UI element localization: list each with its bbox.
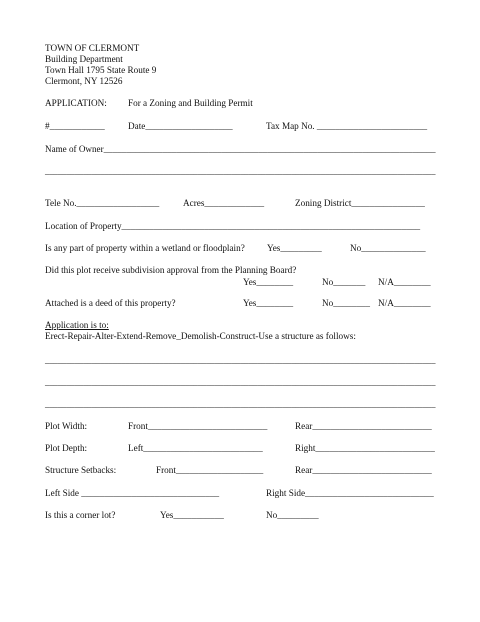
- wetland-question: Is any part of property within a wetland or floodplain?: [45, 243, 245, 253]
- wetland-yes-field[interactable]: Yes_________: [267, 243, 322, 253]
- owner-name-field[interactable]: Name of Owner_________________________________________________________________________: [45, 144, 436, 154]
- subdivision-no-field[interactable]: No_______: [322, 277, 366, 287]
- left-side-field[interactable]: Left Side ______________________________: [45, 488, 220, 498]
- application-label: APPLICATION:: [45, 98, 107, 108]
- setback-rear-field[interactable]: Rear__________________________: [295, 465, 432, 475]
- corner-lot-no-field[interactable]: No_________: [266, 510, 319, 520]
- description-line-3[interactable]: ____________________________________________________________________________________________: [45, 399, 436, 409]
- town-name: TOWN OF CLERMONT: [45, 43, 140, 53]
- plot-depth-label: Plot Depth:: [45, 443, 88, 453]
- deed-yes-field[interactable]: Yes________: [243, 298, 294, 308]
- plot-depth-left-field[interactable]: Left__________________________: [128, 443, 263, 453]
- right-side-field[interactable]: Right Side____________________________: [266, 488, 434, 498]
- application-title: For a Zoning and Building Permit: [128, 98, 253, 108]
- number-field[interactable]: #____________: [45, 121, 105, 131]
- structure-setbacks-label: Structure Setbacks:: [45, 465, 117, 475]
- date-field[interactable]: Date___________________: [128, 121, 233, 131]
- location-field[interactable]: Location of Property_________________________________________________________________: [45, 221, 421, 231]
- subdivision-yes-field[interactable]: Yes________: [243, 277, 294, 287]
- plot-width-front-field[interactable]: Front__________________________: [128, 421, 268, 431]
- corner-lot-yes-field[interactable]: Yes___________: [160, 510, 224, 520]
- owner-name-line-2[interactable]: ____________________________________________________________________________________________: [45, 166, 436, 176]
- application-options: Erect-Repair-Alter-Extend-Remove_Demolish-Construct-Use a structure as follows:: [45, 331, 356, 341]
- tax-map-field[interactable]: Tax Map No. ________________________: [266, 121, 428, 131]
- plot-width-label: Plot Width:: [45, 421, 88, 431]
- telephone-field[interactable]: Tele No.__________________: [45, 198, 160, 208]
- subdivision-question: Did this plot receive subdivision approval from the Planning Board?: [45, 265, 297, 275]
- address-line-2: Clermont, NY 12526: [45, 76, 123, 86]
- application-is-to-heading: Application is to:: [45, 320, 109, 330]
- wetland-no-field[interactable]: No______________: [350, 243, 426, 253]
- plot-depth-right-field[interactable]: Right__________________________: [295, 443, 435, 453]
- zoning-district-field[interactable]: Zoning District________________: [295, 198, 425, 208]
- department-name: Building Department: [45, 54, 123, 64]
- deed-na-field[interactable]: N/A________: [378, 298, 431, 308]
- deed-question: Attached is a deed of this property?: [45, 298, 176, 308]
- acres-field[interactable]: Acres_____________: [183, 198, 265, 208]
- subdivision-na-field[interactable]: N/A________: [378, 277, 431, 287]
- address-line-1: Town Hall 1795 State Route 9: [45, 65, 157, 75]
- description-line-2[interactable]: ____________________________________________________________________________________________: [45, 377, 436, 387]
- corner-lot-question: Is this a corner lot?: [45, 510, 116, 520]
- deed-no-field[interactable]: No________: [322, 298, 370, 308]
- plot-width-rear-field[interactable]: Rear__________________________: [295, 421, 432, 431]
- setback-front-field[interactable]: Front___________________: [156, 465, 264, 475]
- description-line-1[interactable]: ____________________________________________________________________________________________: [45, 355, 436, 365]
